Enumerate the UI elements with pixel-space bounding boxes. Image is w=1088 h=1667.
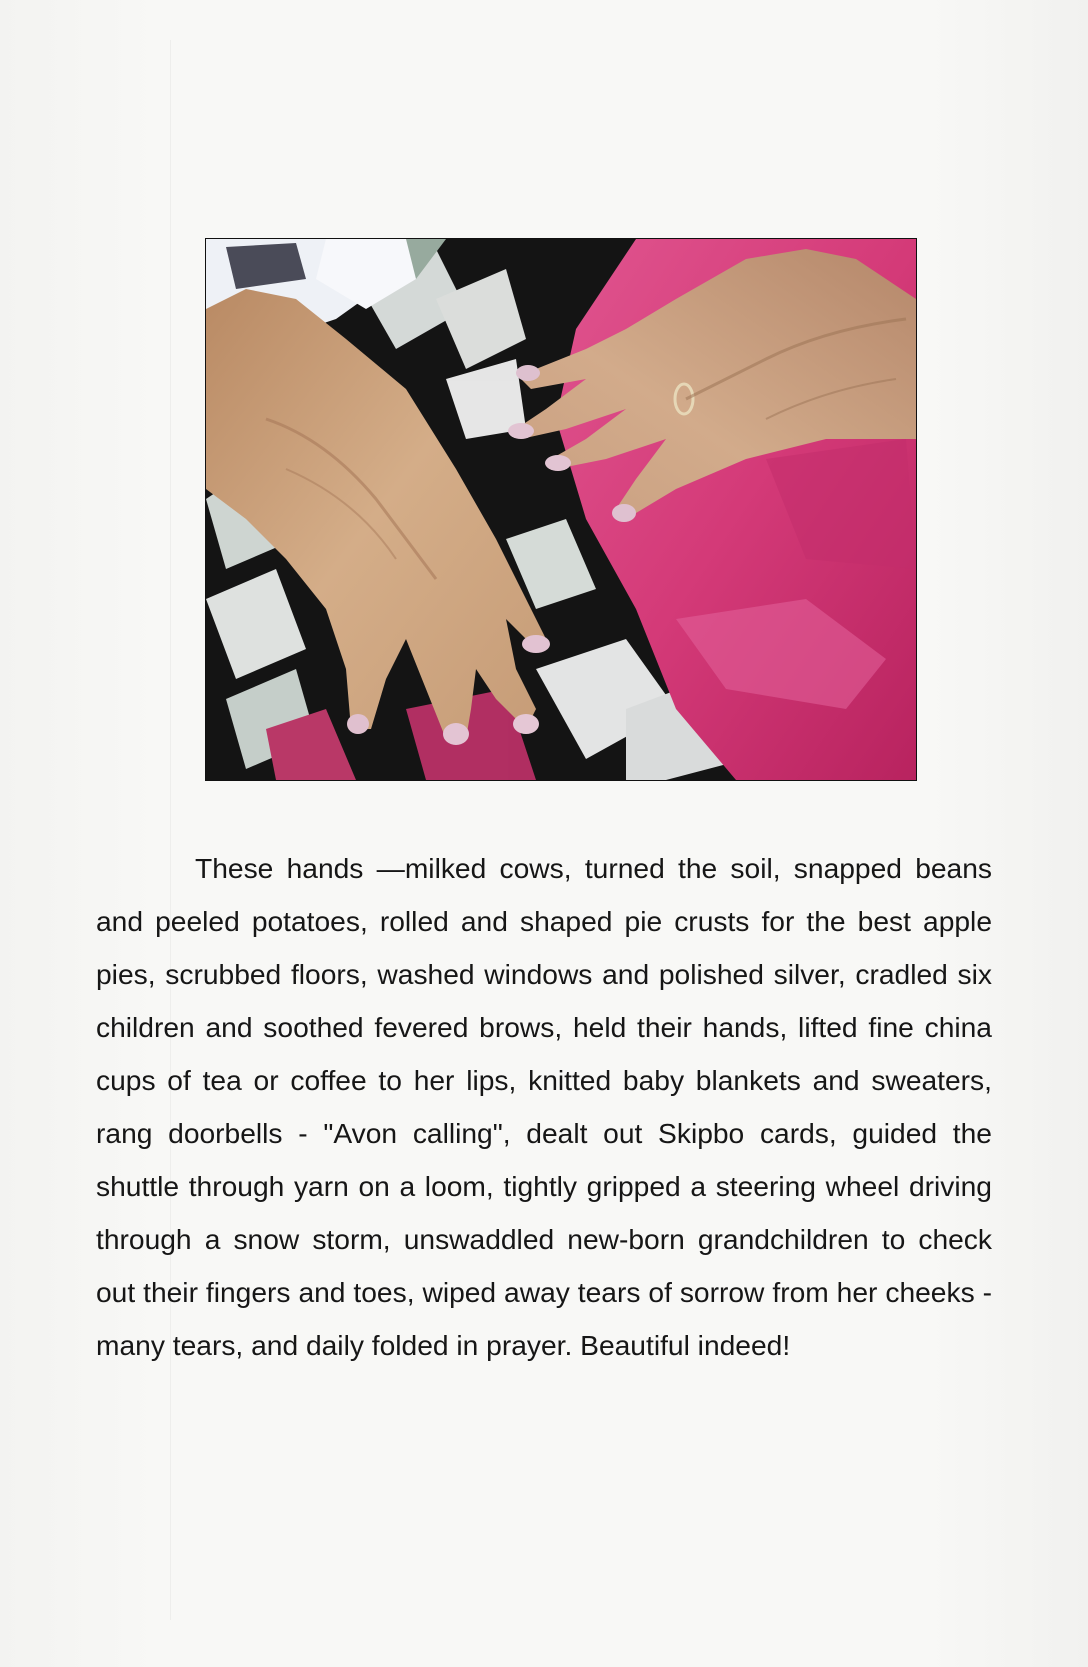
hands-photo-icon <box>206 239 916 780</box>
hands-photo <box>205 238 917 781</box>
body-paragraph: These hands —milked cows, turned the soil, snapped beans and peeled potatoes, rolled and shaped pie crusts for the best apple pies, scrubbed floors, washed windows and polished silver, cradled six children and soothed fevered brows, held their hands, lifted fine china cups of tea or coffee to her lips, knitted baby blankets and sweaters, rang doorbells - "Avon calling", dealt out Skipbo cards, guided the shuttle through yarn on a loom, tightly gripped a steering wheel driving through a snow storm, unswaddled new-born grandchildren to check out their fingers and toes, wiped away tears of sorrow from her cheeks - many tears, and daily folded in prayer. Beautiful indeed! <box>96 852 992 1361</box>
page-edge-shadow <box>170 40 171 1620</box>
